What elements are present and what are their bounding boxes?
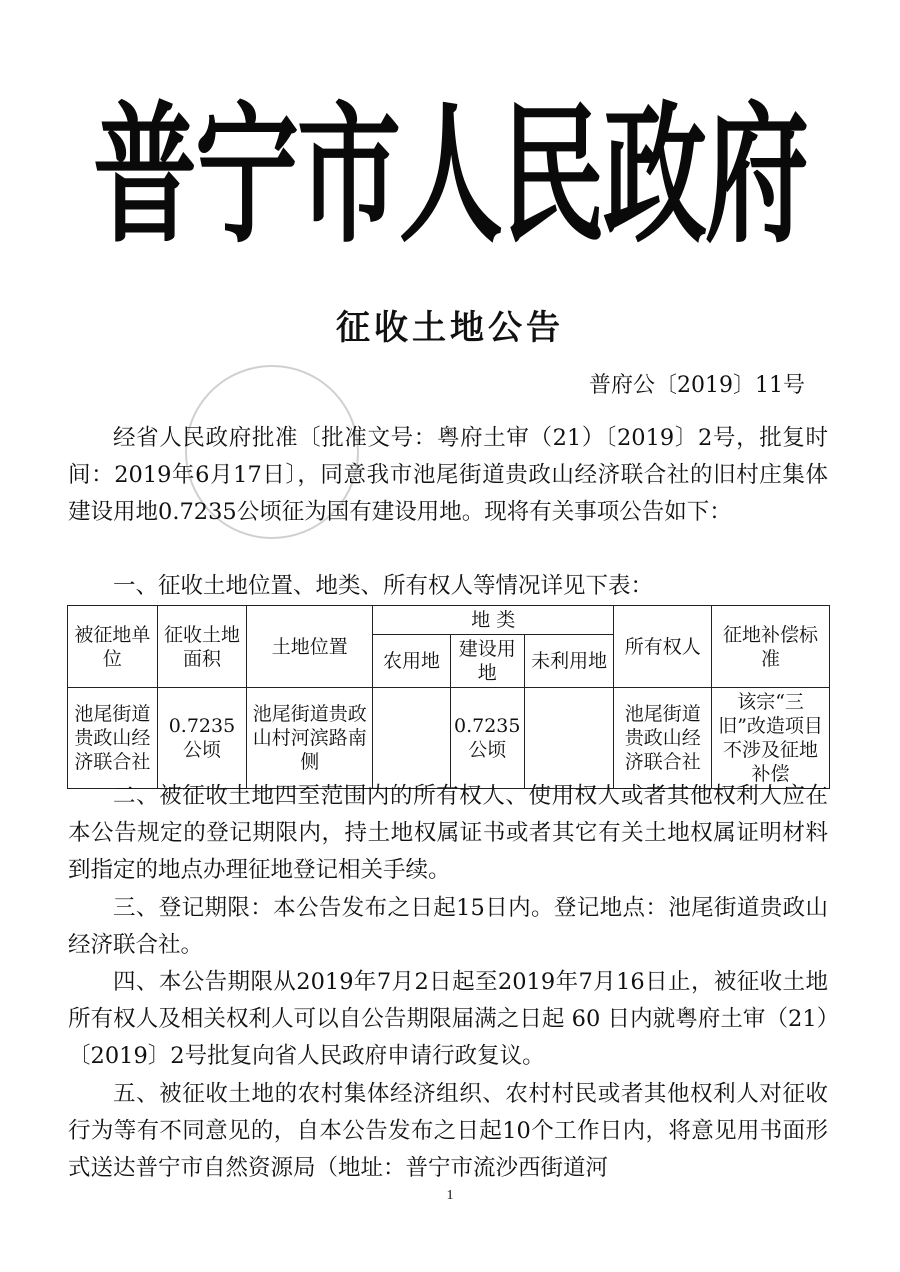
- header-owner: 所有权人: [614, 606, 712, 688]
- header-area: 征收土地面积: [157, 606, 247, 688]
- government-header-title: 普宁市人民政府: [92, 86, 807, 264]
- header-construction: 建设用地: [450, 635, 524, 688]
- header-unused: 未利用地: [524, 635, 614, 688]
- document-number: 普府公〔2019〕11号: [589, 373, 805, 398]
- section-5-paragraph: 五、被征收土地的农村集体经济组织、农村村民或者其他权利人对征收行为等有不同意见的，自本公告发布之日起10个工作日内，将意见用书面形式送达普宁市自然资源局（地址：普宁市流沙西街道河: [68, 1081, 828, 1181]
- cell-location: 池尾街道贵政山村河滨路南侧: [247, 688, 373, 789]
- notice-title: 征收土地公告: [336, 308, 564, 348]
- cell-owner: 池尾街道贵政山经济联合社: [614, 688, 712, 789]
- header-land-type: 地 类: [373, 606, 614, 635]
- intro-paragraph: 经省人民政府批准〔批准文号：粤府土审（21）〔2019〕2号，批复时间：2019年6月17日〕，同意我市池尾街道贵政山经济联合社的旧村庄集体建设用地0.7235公顷征为国有建设用地。现将有关事项公告如下：: [68, 425, 828, 525]
- cell-farmland: [373, 688, 451, 789]
- header-location: 土地位置: [247, 606, 373, 688]
- section-1-paragraph: 一、征收土地位置、地类、所有权人等情况详见下表：: [113, 573, 654, 599]
- cell-construction: 0.7235公顷: [450, 688, 524, 789]
- section-4-paragraph: 四、本公告期限从2019年7月2日起至2019年7月16日止，被征收土地所有权人及相关权利人可以自公告期限届满之日起 60 日内就粤府土审（21）〔2019〕2号批复向省人民政府申请行政复议。: [68, 969, 828, 1069]
- section-2-paragraph: 二、被征收土地四至范围内的所有权人、使用权人或者其他权利人应在本公告规定的登记期限内，持土地权属证书或者其它有关土地权属证明材料到指定的地点办理征地登记相关手续。: [68, 783, 828, 883]
- page-number: 1: [446, 1188, 454, 1203]
- cell-compensation: 该宗“三旧”改造项目不涉及征地补偿: [712, 688, 830, 789]
- land-requisition-table: [67, 605, 830, 789]
- cell-unit: 池尾街道贵政山经济联合社: [68, 688, 158, 789]
- cell-area: 0.7235公顷: [157, 688, 247, 789]
- header-farmland: 农用地: [373, 635, 451, 688]
- table-header-row: [68, 606, 830, 635]
- cell-unused: [524, 688, 614, 789]
- header-compensation: 征地补偿标准: [712, 606, 830, 688]
- section-3-paragraph: 三、登记期限：本公告发布之日起15日内。登记地点：池尾街道贵政山经济联合社。: [68, 895, 828, 958]
- header-unit: 被征地单位: [68, 606, 158, 688]
- table-row: [68, 688, 830, 789]
